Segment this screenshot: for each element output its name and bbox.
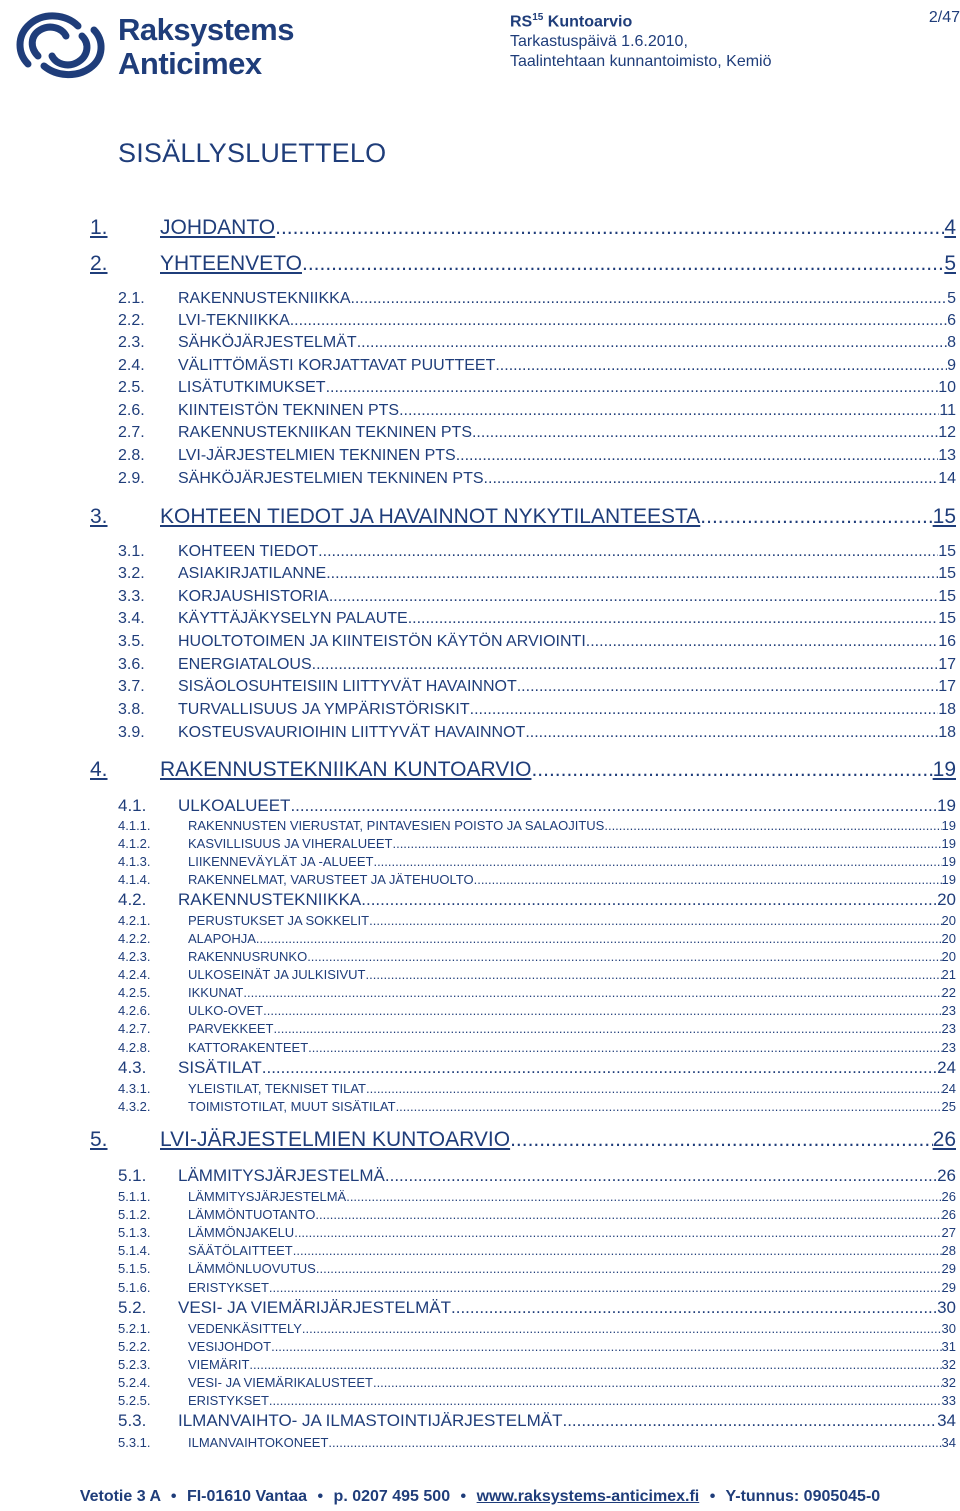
toc-entry-number: 3. — [90, 505, 108, 528]
toc-entry-title: ALAPOHJA — [188, 931, 256, 946]
toc-dot-leader — [474, 872, 942, 887]
toc-dot-leader — [408, 610, 939, 628]
toc-entry-title: SISÄOLOSUHTEISIIN LIITTYVÄT HAVAINNOT — [178, 678, 517, 695]
toc-entry-number: 4.1.3. — [118, 854, 151, 869]
toc-entry-number: 5.1. — [118, 1166, 147, 1185]
toc-entry-line — [160, 505, 956, 529]
toc-entry-number: 4.2.3. — [118, 949, 151, 964]
toc-entry-number: 5.1.2. — [118, 1207, 151, 1222]
toc-dot-leader — [274, 1021, 942, 1036]
toc-dot-leader — [373, 854, 941, 869]
toc-entry-title: RAKENNUSTEKNIIKKA — [178, 290, 351, 307]
toc-entry-line — [178, 890, 956, 910]
toc-entry-title: YHTEENVETO — [160, 252, 302, 275]
toc-dot-leader — [361, 890, 937, 910]
toc-entry-number: 5.2.4. — [118, 1375, 151, 1390]
toc-entry-line — [188, 1435, 956, 1450]
toc-entry-page: 17 — [938, 656, 956, 673]
toc-entry-line — [188, 1021, 956, 1036]
toc-entry-page: 18 — [938, 701, 956, 718]
toc-entry-title: LVI-JÄRJESTELMIEN TEKNINEN PTS — [178, 447, 456, 464]
logo-wordmark — [118, 14, 294, 79]
toc-entry-title: YLEISTILAT, TEKNISET TILAT — [188, 1081, 366, 1096]
toc-entry-line — [188, 1339, 956, 1354]
toc-entry-page: 15 — [938, 565, 956, 582]
toc-entry-page: 34 — [941, 1435, 956, 1450]
toc-entry-title: LVI-TEKNIIKKA — [178, 312, 290, 329]
toc-entry-line — [178, 656, 956, 674]
toc-entry-page: 26 — [932, 1128, 956, 1151]
toc-dot-leader — [399, 402, 939, 420]
toc-entry-number: 1. — [90, 216, 108, 239]
footer-separator: • — [170, 1488, 177, 1505]
toc-entry-page: 12 — [938, 424, 956, 441]
toc-entry-page: 5 — [944, 252, 956, 275]
toc-entry-title: ULKOALUEET — [178, 796, 291, 815]
toc-entry-line — [188, 1189, 956, 1204]
toc-entry-page: 15 — [932, 505, 956, 528]
toc-entry-line — [160, 758, 956, 782]
toc-entry-number: 2.4. — [118, 357, 145, 374]
footer-separator: • — [460, 1488, 467, 1505]
toc-dot-leader — [308, 1040, 941, 1055]
toc-entry-line — [160, 1128, 956, 1152]
logo-line-2: Anticimex — [118, 46, 262, 81]
toc-entry-number: 3.9. — [118, 724, 145, 741]
toc-entry-number: 4.1. — [118, 796, 147, 815]
toc-dot-leader — [243, 985, 941, 1000]
toc-entry-line — [188, 1225, 956, 1240]
toc-entry-line — [178, 379, 956, 397]
toc-entry-number: 2.9. — [118, 470, 145, 487]
toc-entry-line — [188, 1280, 956, 1295]
footer-business-id: Y-tunnus: 0905045-0 — [725, 1488, 881, 1505]
toc-entry-page: 16 — [938, 633, 956, 650]
toc-dot-leader — [495, 357, 947, 375]
toc-entry-page: 14 — [938, 470, 956, 487]
toc-entry-number: 3.6. — [118, 656, 145, 673]
toc-dot-leader — [271, 1339, 941, 1354]
toc-entry-page: 19 — [941, 836, 956, 851]
toc-entry-page: 26 — [937, 1166, 956, 1185]
toc-entry-title: LÄMMÖNTUOTANTO — [188, 1207, 316, 1222]
page-number: 2/47 — [928, 9, 960, 26]
toc-dot-leader — [326, 565, 938, 583]
toc-entry-title: RAKENNUSTEKNIIKAN KUNTOARVIO — [160, 758, 532, 781]
toc-dot-leader — [531, 758, 932, 782]
toc-dot-leader — [290, 312, 947, 330]
toc-dot-leader — [275, 216, 944, 240]
toc-entry-line — [178, 678, 956, 696]
toc-entry-title: LÄMMITYSJÄRJESTELMÄ — [178, 1166, 385, 1185]
toc-dot-leader — [586, 633, 938, 651]
toc-entry-page: 32 — [941, 1357, 956, 1372]
toc-entry-number: 4.1.1. — [118, 818, 151, 833]
toc-entry-line — [178, 610, 956, 628]
footer-postal: FI-01610 Vantaa — [186, 1488, 308, 1505]
toc-dot-leader — [316, 1261, 942, 1276]
toc-entry-number: 4.2.7. — [118, 1021, 151, 1036]
report-title — [510, 8, 960, 32]
toc-entry-number: 5.2.3. — [118, 1357, 151, 1372]
toc-entry-line — [188, 1207, 956, 1222]
toc-dot-leader — [294, 1225, 941, 1240]
toc-entry-page: 20 — [941, 949, 956, 964]
toc-entry-title: LISÄTUTKIMUKSET — [178, 379, 326, 396]
toc-entry-title: RAKENNUSTEKNIIKKA — [178, 890, 362, 909]
toc-entry-line — [178, 588, 956, 606]
toc-entry-line — [188, 949, 956, 964]
toc-entry-title: RAKENNUSTEN VIERUSTAT, PINTAVESIEN POISTO JA SALAOJITUS — [188, 818, 605, 833]
toc-entry-number: 4.2. — [118, 890, 147, 909]
toc-entry-number: 4.2.5. — [118, 985, 151, 1000]
toc-dot-leader — [456, 447, 939, 465]
toc-entry-line — [178, 1298, 956, 1318]
toc-entry-number: 5.1.3. — [118, 1225, 151, 1240]
toc-entry-number: 2.1. — [118, 290, 145, 307]
toc-dot-leader — [525, 724, 938, 742]
toc-entry-number: 2.2. — [118, 312, 145, 329]
toc-entry-line — [188, 872, 956, 887]
toc-entry-title: LIIKENNEVÄYLÄT JA -ALUEET — [188, 854, 374, 869]
toc-entry-title: SISÄTILAT — [178, 1058, 262, 1077]
toc-entry-page: 5 — [947, 290, 956, 307]
toc-entry-page: 29 — [941, 1280, 956, 1295]
toc-entry-line — [188, 1375, 956, 1390]
toc-entry-page: 20 — [941, 931, 956, 946]
toc-entry-number: 3.2. — [118, 565, 145, 582]
toc-entry-title: HUOLTOTOIMEN JA KIINTEISTÖN KÄYTÖN ARVIOINTI — [178, 633, 586, 650]
toc-dot-leader — [249, 1357, 941, 1372]
toc-entry-line — [178, 796, 956, 816]
toc-dot-leader — [269, 1280, 942, 1295]
toc-entry-line — [188, 836, 956, 851]
toc-entry-line — [160, 216, 956, 240]
toc-entry-line — [188, 1261, 956, 1276]
toc-entry-page: 29 — [941, 1261, 956, 1276]
toc-entry-number: 3.7. — [118, 678, 145, 695]
toc-entry-line — [178, 424, 956, 442]
toc-dot-leader — [350, 290, 947, 308]
toc-entry-title: LÄMMÖNLUOVUTUS — [188, 1261, 316, 1276]
toc-dot-leader — [312, 656, 939, 674]
toc-entry-title: SÄHKÖJÄRJESTELMIEN TEKNINEN PTS — [178, 470, 484, 487]
toc-entry-number: 4.3. — [118, 1058, 147, 1077]
inspection-date: Tarkastuspäivä 1.6.2010, — [510, 33, 688, 51]
logo-line-1: Raksystems — [118, 12, 294, 47]
toc-entry-number: 2.7. — [118, 424, 145, 441]
toc-entry-line — [188, 1321, 956, 1336]
toc-dot-leader — [700, 505, 932, 529]
toc-dot-leader — [396, 1099, 942, 1114]
toc-entry-line — [188, 1099, 956, 1114]
toc-dot-leader — [346, 1189, 941, 1204]
toc-entry-page: 28 — [941, 1243, 956, 1258]
toc-entry-number: 5.2.2. — [118, 1339, 151, 1354]
toc-entry-title: KATTORAKENTEET — [188, 1040, 309, 1055]
toc-entry-page: 30 — [937, 1298, 956, 1317]
toc-dot-leader — [451, 1298, 937, 1318]
toc-entry-line — [178, 470, 956, 488]
toc-entry-number: 5.1.4. — [118, 1243, 151, 1258]
footer-address: Vetotie 3 A — [79, 1488, 161, 1505]
toc-entry-line — [178, 402, 956, 420]
toc-entry-title: KIINTEISTÖN TEKNINEN PTS — [178, 402, 400, 419]
page-header — [510, 8, 960, 72]
toc-entry-line — [178, 1058, 956, 1078]
toc-entry-page: 18 — [938, 724, 956, 741]
toc-entry-page: 31 — [941, 1339, 956, 1354]
toc-entry-page: 26 — [941, 1189, 956, 1204]
toc-entry-title: SÄÄTÖLAITTEET — [188, 1243, 293, 1258]
toc-entry-number: 5.1.1. — [118, 1189, 151, 1204]
toc-dot-leader — [256, 931, 942, 946]
toc-entry-line — [188, 1243, 956, 1258]
toc-entry-page: 21 — [941, 967, 956, 982]
toc-entry-page: 10 — [938, 379, 956, 396]
toc-entry-number: 3.5. — [118, 633, 145, 650]
toc-entry-title: KÄYTTÄJÄKYSELYN PALAUTE — [178, 610, 408, 627]
toc-entry-page: 33 — [941, 1393, 956, 1408]
toc-entry-line — [178, 1411, 956, 1431]
toc-entry-title: IKKUNAT — [188, 985, 244, 1000]
toc-dot-leader — [510, 1128, 933, 1152]
toc-entry-title: LÄMMÖNJAKELU — [188, 1225, 295, 1240]
toc-entry-number: 4.2.1. — [118, 913, 151, 928]
toc-entry-title: VÄLITTÖMÄSTI KORJATTAVAT PUUTTEET — [178, 357, 496, 374]
toc-entry-number: 4.2.8. — [118, 1040, 151, 1055]
toc-dot-leader — [562, 1411, 937, 1431]
footer-separator: • — [709, 1488, 716, 1505]
toc-entry-title: SÄHKÖJÄRJESTELMÄT — [178, 334, 357, 351]
toc-dot-leader — [307, 949, 941, 964]
toc-entry-page: 19 — [941, 854, 956, 869]
toc-entry-page: 15 — [938, 588, 956, 605]
toc-entry-page: 8 — [947, 334, 956, 351]
toc-entry-number: 4.2.6. — [118, 1003, 151, 1018]
toc-entry-line — [178, 334, 956, 352]
toc-dot-leader — [484, 470, 939, 488]
toc-dot-leader — [263, 1003, 941, 1018]
toc-entry-number: 4.3.1. — [118, 1081, 151, 1096]
toc-dot-leader — [326, 379, 939, 397]
company-logo — [8, 6, 308, 84]
toc-entry-title: ILMANVAIHTO- JA ILMASTOINTIJÄRJESTELMÄT — [178, 1411, 563, 1430]
toc-entry-title: RAKENNUSTEKNIIKAN TEKNINEN PTS — [178, 424, 472, 441]
toc-entry-page: 30 — [941, 1321, 956, 1336]
toc-entry-page: 19 — [937, 796, 956, 815]
toc-entry-page: 19 — [941, 872, 956, 887]
toc-entry-number: 3.8. — [118, 701, 145, 718]
toc-entry-line — [188, 818, 956, 833]
toc-entry-title: PERUSTUKSET JA SOKKELIT — [188, 913, 370, 928]
toc-entry-number: 4.2.2. — [118, 931, 151, 946]
toc-dot-leader — [392, 836, 941, 851]
toc-dot-leader — [470, 701, 939, 719]
toc-entry-line — [188, 985, 956, 1000]
toc-entry-page: 19 — [941, 818, 956, 833]
toc-entry-page: 6 — [947, 312, 956, 329]
toc-entry-number: 5.2.5. — [118, 1393, 151, 1408]
toc-entry-line — [178, 543, 956, 561]
toc-dot-leader — [269, 1393, 942, 1408]
report-title-main: RS — [510, 13, 533, 31]
toc-entry-page: 26 — [941, 1207, 956, 1222]
toc-entry-line — [178, 1166, 956, 1186]
toc-entry-line — [188, 1003, 956, 1018]
logo-emblem-icon — [8, 6, 112, 84]
toc-entry-title: ULKO-OVET — [188, 1003, 264, 1018]
toc-entry-line — [178, 565, 956, 583]
toc-dot-leader — [369, 913, 941, 928]
toc-entry-title: RAKENNELMAT, VARUSTEET JA JÄTEHUOLTO — [188, 872, 474, 887]
toc-dot-leader — [262, 1058, 937, 1078]
toc-entry-line — [178, 290, 956, 308]
toc-entry-number: 2. — [90, 252, 108, 275]
toc-entry-line — [160, 252, 956, 276]
toc-entry-number: 2.6. — [118, 402, 145, 419]
toc-entry-title: ASIAKIRJATILANNE — [178, 565, 327, 582]
toc-entry-title: ERISTYKSET — [188, 1393, 269, 1408]
toc-entry-title: ENERGIATALOUS — [178, 656, 312, 673]
page-title: SISÄLLYSLUETTELO — [118, 138, 387, 168]
toc-entry-line — [178, 447, 956, 465]
toc-entry-page: 19 — [932, 758, 956, 781]
toc-dot-leader — [328, 1435, 941, 1450]
toc-entry-page: 17 — [938, 678, 956, 695]
footer-separator: • — [317, 1488, 324, 1505]
toc-entry-title: LÄMMITYSJÄRJESTELMÄ — [188, 1189, 347, 1204]
toc-entry-line — [178, 312, 956, 330]
toc-dot-leader — [302, 1321, 942, 1336]
toc-dot-leader — [604, 818, 941, 833]
toc-entry-number: 3.1. — [118, 543, 145, 560]
report-title-rest: Kuntoarvio — [543, 13, 633, 31]
toc-entry-title: VESI- JA VIEMÄRIKALUSTEET — [188, 1375, 373, 1390]
toc-dot-leader — [385, 1166, 937, 1186]
toc-entry-number: 3.3. — [118, 588, 145, 605]
toc-entry-line — [188, 1357, 956, 1372]
toc-entry-title: VESI- JA VIEMÄRIJÄRJESTELMÄT — [178, 1298, 452, 1317]
toc-entry-number: 2.8. — [118, 447, 145, 464]
toc-dot-leader — [315, 1207, 941, 1222]
toc-entry-page: 23 — [941, 1040, 956, 1055]
toc-dot-leader — [357, 334, 947, 352]
page-footer — [0, 1488, 960, 1506]
toc-entry-title: ILMANVAIHTOKONEET — [188, 1435, 329, 1450]
toc-dot-leader — [365, 967, 941, 982]
toc-entry-page: 11 — [939, 402, 956, 419]
toc-entry-title: ERISTYKSET — [188, 1280, 269, 1295]
toc-entry-page: 20 — [941, 913, 956, 928]
toc-entry-number: 5.1.5. — [118, 1261, 151, 1276]
toc-entry-number: 5.2.1. — [118, 1321, 151, 1336]
toc-dot-leader — [472, 424, 938, 442]
toc-entry-title: PARVEKKEET — [188, 1021, 274, 1036]
toc-entry-page: 23 — [941, 1003, 956, 1018]
toc-dot-leader — [517, 678, 938, 696]
toc-entry-line — [188, 1081, 956, 1096]
toc-entry-line — [188, 931, 956, 946]
toc-entry-number: 3.4. — [118, 610, 145, 627]
toc-entry-number: 5.1.6. — [118, 1280, 151, 1295]
toc-dot-leader — [302, 252, 944, 276]
toc-entry-page: 24 — [937, 1058, 956, 1077]
toc-entry-page: 25 — [941, 1099, 956, 1114]
toc-entry-line — [188, 1040, 956, 1055]
toc-entry-page: 15 — [938, 543, 956, 560]
toc-entry-title: KOHTEEN TIEDOT — [178, 543, 319, 560]
toc-entry-number: 5.3. — [118, 1411, 147, 1430]
toc-entry-title: TURVALLISUUS JA YMPÄRISTÖRISKIT — [178, 701, 470, 718]
toc-entry-title: RAKENNUSRUNKO — [188, 949, 308, 964]
toc-entry-page: 20 — [937, 890, 956, 909]
toc-entry-number: 4.1.4. — [118, 872, 151, 887]
toc-entry-line — [188, 1393, 956, 1408]
toc-dot-leader — [373, 1375, 942, 1390]
toc-entry-page: 4 — [944, 216, 956, 239]
toc-entry-line — [178, 701, 956, 719]
toc-entry-title: KORJAUSHISTORIA — [178, 588, 329, 605]
toc-entry-page: 9 — [947, 357, 956, 374]
toc-entry-number: 5.2. — [118, 1298, 147, 1317]
toc-entry-number: 5. — [90, 1128, 108, 1151]
toc-dot-leader — [293, 1243, 942, 1258]
toc-entry-number: 4.1.2. — [118, 836, 151, 851]
toc-entry-title: VEDENKÄSITTELY — [188, 1321, 302, 1336]
toc-entry-page: 15 — [938, 610, 956, 627]
toc-entry-number: 2.3. — [118, 334, 145, 351]
toc-entry-page: 22 — [941, 985, 956, 1000]
toc-entry-title: KASVILLISUUS JA VIHERALUEET — [188, 836, 393, 851]
toc-entry-line — [178, 724, 956, 742]
toc-entry-title: VESIJOHDOT — [188, 1339, 272, 1354]
toc-entry-number: 4.2.4. — [118, 967, 151, 982]
toc-entry-line — [188, 854, 956, 869]
toc-dot-leader — [290, 796, 937, 816]
toc-entry-page: 32 — [941, 1375, 956, 1390]
toc-dot-leader — [329, 588, 938, 606]
toc-entry-page: 23 — [941, 1021, 956, 1036]
toc-dot-leader — [366, 1081, 942, 1096]
toc-entry-title: KOSTEUSVAURIOIHIN LIITTYVÄT HAVAINNOT — [178, 724, 526, 741]
toc-entry-title: VIEMÄRIT — [188, 1357, 250, 1372]
toc-entry-page: 24 — [941, 1081, 956, 1096]
toc-entry-line — [178, 357, 956, 375]
toc-entry-line — [188, 913, 956, 928]
toc-entry-line — [188, 967, 956, 982]
toc-entry-title: KOHTEEN TIEDOT JA HAVAINNOT NYKYTILANTEESTA — [160, 505, 701, 528]
toc-entry-number: 2.5. — [118, 379, 145, 396]
toc-entry-page: 13 — [938, 447, 956, 464]
toc-entry-number: 4.3.2. — [118, 1099, 151, 1114]
toc-entry-line — [178, 633, 956, 651]
footer-phone: p. 0207 495 500 — [333, 1488, 451, 1505]
toc-entry-number: 4. — [90, 758, 108, 781]
toc-entry-title: JOHDANTO — [160, 216, 276, 239]
toc-dot-leader — [318, 543, 938, 561]
toc-entry-title: ULKOSEINÄT JA JULKISIVUT — [188, 967, 366, 982]
report-title-sup: 15 — [532, 12, 544, 23]
toc-entry-title: TOIMISTOTILAT, MUUT SISÄTILAT — [188, 1099, 396, 1114]
toc-entry-page: 34 — [937, 1411, 956, 1430]
inspection-location: Taalintehtaan kunnantoimisto, Kemiö — [510, 53, 772, 71]
toc-entry-title: LVI-JÄRJESTELMIEN KUNTOARVIO — [160, 1128, 511, 1151]
toc-entry-page: 27 — [941, 1225, 956, 1240]
toc-entry-number: 5.3.1. — [118, 1435, 151, 1450]
footer-website-link[interactable]: www.raksystems-anticimex.fi — [476, 1488, 700, 1505]
